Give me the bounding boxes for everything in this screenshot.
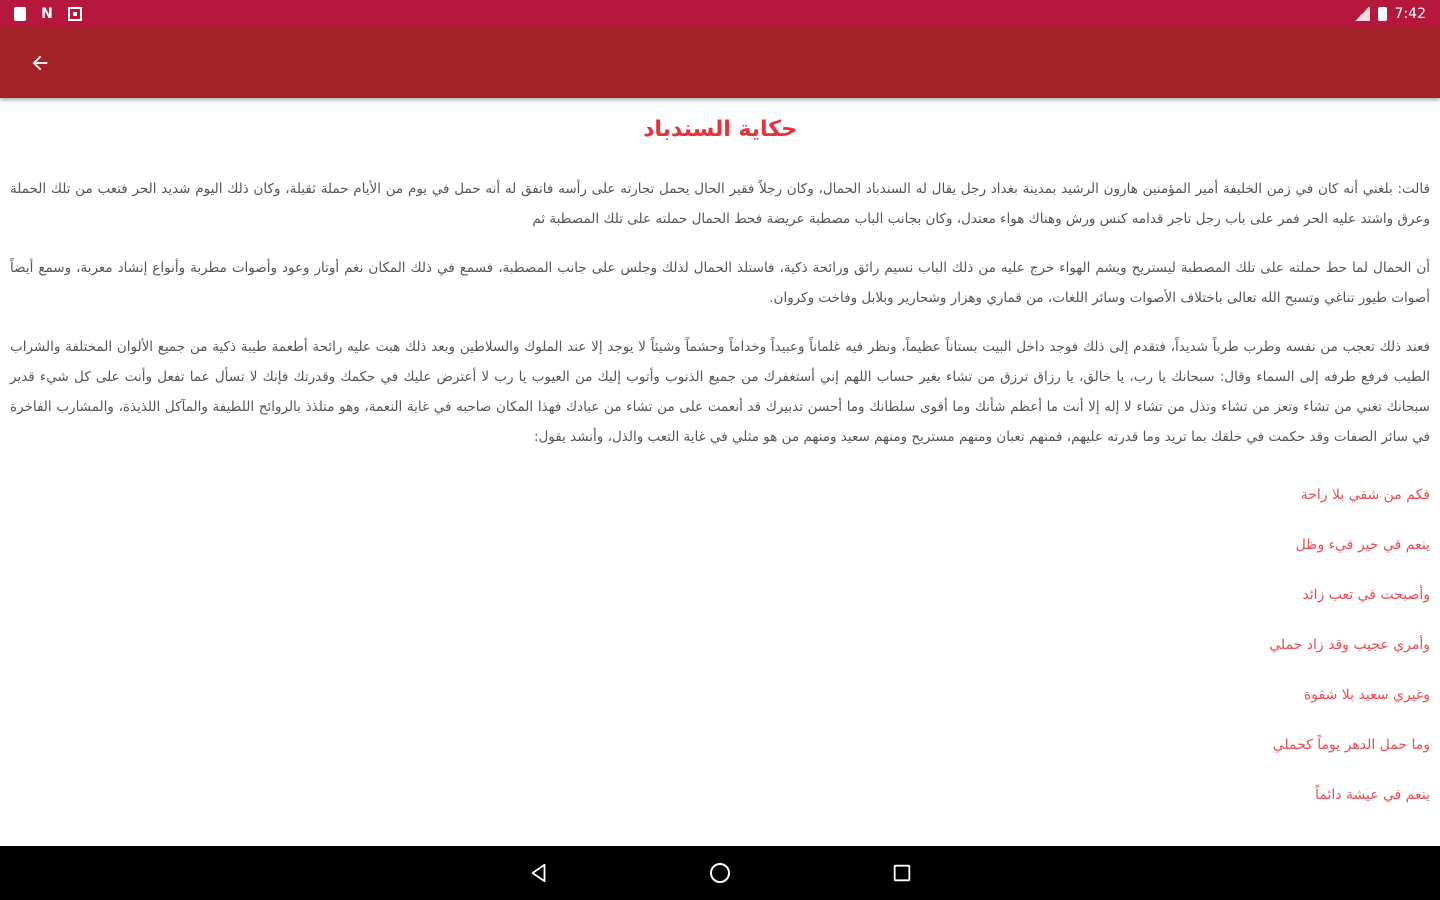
story-paragraph: فعند ذلك تعجب من نفسه وطرب طرباً شديداً، فتقدم إلى ذلك فوجد داخل البيت بستاناً عظيماً، ونظر فيه غلماناً وعبيداً وخداماً وحشماً وشيئاً لا يوجد إلا عند الملوك والسلاطين وبعد ذلك هبت عليه رائحة أطعمة طيبة ذكية من جميع الألوان المختلفة والشراب الطيب فرفع طرفه إلى السماء وقال: سبحانك يا رب، يا خالق، يا رزاق ترزق من تشاء بغير حساب اللهم إني أستغفرك من جميع الذنوب وأتوب إليك من العيوب يا رب لا أعترض عليك في حكمك وقدرتك فإنك لا تسأل عما تفعل وأنت على كل شيء قدير سبحانك تغني من تشاء وتعز من تشاء وتذل من تشاء لا إله إلا أنت ما أعظم شأنك وما أقوى سلطانك وما أحسن تدبيرك قد أنعمت على من تشاء من عبادك فهذا المكان صاحبه في غاية النعمة، وهو متلذذ بالروائح اللطيفة والمآكل اللذيذة، والمشارب الفاخرة في سائر الصفات وقد حكمت في خلقك بما تريد وما قدرته عليهم، فمنهم تعبان ومنهم مستريح ومنهم سعيد ومنهم من هو مثلي في غاية التعب والذل، وأنشد يقول: — [10, 339, 1430, 445]
back-button[interactable] — [22, 45, 58, 81]
nav-home-circle-icon — [708, 861, 732, 885]
nav-recents-button[interactable] — [890, 861, 914, 885]
story-paragraph: أن الحمال لما حط حملته على تلك المصطبة ليستريح ويشم الهواء خرج عليه من ذلك الباب نسيم رائق ورائحة ذكية، فاستلذ الحمال لذلك وجلس على جانب المصطبة، فسمع في ذلك المكان نغم أوتار وعود وأصوات مطربة وأنواع إنشاد معربة، وسمع أيضاً أصوات طيور تناغي وتسبح الله تعالى باختلاف الأصوات وسائر اللغات، من قماري وهزار وشحارير وبلابل وفاخت وكروان. — [10, 260, 1430, 306]
app-bar — [0, 28, 1440, 98]
screenshot-icon — [68, 7, 82, 21]
notification-n-icon: N — [41, 6, 53, 22]
poem-verse: ينعم في خير فيء وظل — [1295, 537, 1430, 553]
arrow-back-icon — [29, 52, 51, 74]
nav-home-button[interactable] — [708, 861, 732, 885]
notification-icons — [14, 7, 82, 21]
poem-verse: وأمري عجيب وقد زاد حملي — [1269, 637, 1430, 653]
story-content[interactable] — [0, 98, 1440, 846]
nav-back-triangle-icon — [528, 862, 550, 884]
nav-back-button[interactable] — [527, 861, 551, 885]
system-icons — [1354, 6, 1426, 22]
poem-verse: وأصبحت في تعب زائد — [1302, 587, 1430, 603]
poem-verse: وما حمل الدهر يوماً كحملي — [1272, 737, 1430, 753]
story-title: حكاية السندباد — [643, 117, 797, 142]
story-paragraph: قالت: بلغني أنه كان في زمن الخليفة أمير المؤمنين هارون الرشيد بمدينة بغداد رجل يقال له السندباد الحمال، وكان رجلاً فقير الحال يحمل تجارته على رأسه فاتفق له أنه حمل في يوم من الأيام حملة ثقيلة، وكان ذلك اليوم شديد الحر فتعب من تلك الحملة وعرق واشتد عليه الحر فمر على باب رجل تاجر قدامه كنس ورش وهناك هواء معتدل، وكان بجانب الباب مصطبة عريضة فحط الحمال حملته على تلك المصطبة ثم — [10, 181, 1430, 227]
signal-icon — [1354, 7, 1370, 21]
sd-card-icon — [14, 7, 26, 21]
poem-verse: فكم من شقي بلا راحة — [1300, 487, 1430, 503]
system-nav-bar — [0, 846, 1440, 900]
battery-icon — [1378, 7, 1387, 21]
status-bar — [0, 0, 1440, 28]
poem-verse: وغيري سعيد بلا شقوة — [1303, 687, 1430, 703]
poem-verse: ينعم في عيشة دائماً — [1315, 787, 1430, 803]
status-time: 7:42 — [1394, 6, 1426, 22]
nav-recents-square-icon — [891, 862, 913, 884]
